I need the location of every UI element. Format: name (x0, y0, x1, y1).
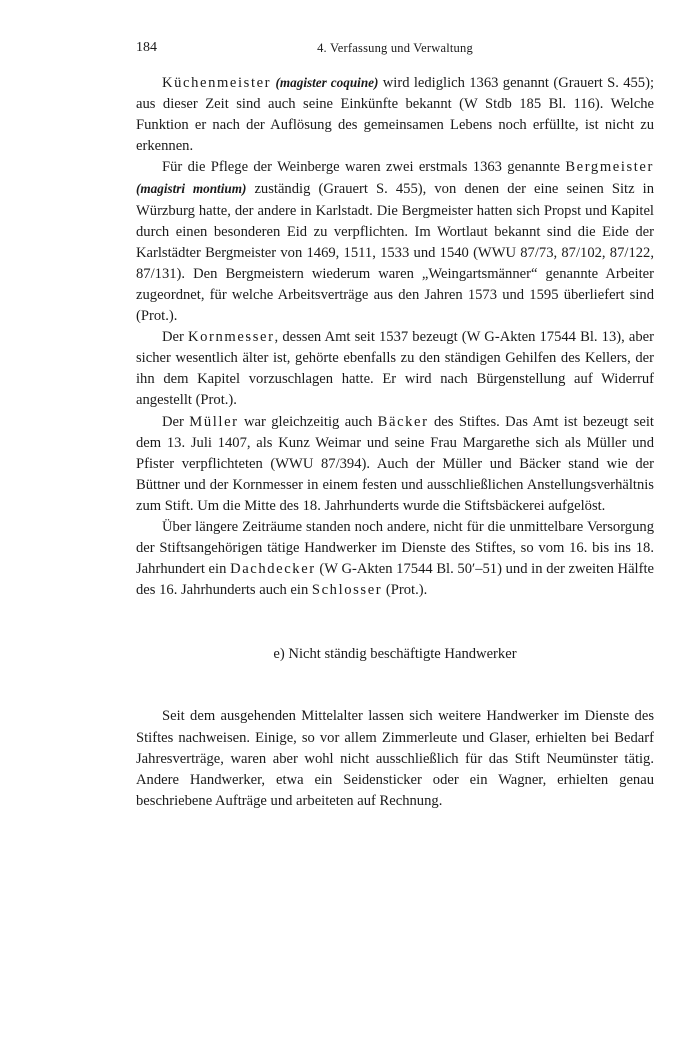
paragraph-lead: Für die Pflege der Weinberge waren zwei erstmals 1363 genannte (162, 159, 560, 176)
paragraph-handwerker (136, 517, 654, 601)
term-dachdecker: Dachdecker (230, 561, 316, 578)
paragraph-bergmeister (136, 157, 654, 327)
paragraph-lead: Der (162, 413, 184, 430)
paragraph-tail: (Prot.). (382, 582, 428, 599)
term-baecker: Bäcker (377, 413, 429, 430)
paragraph-text: des Stiftes. Das Amt ist bezeugt seit dem 13. Juli 1407, als Kunz Weimar und seine Frau Margarethe sich als Müller und Pfister verpflichteten (WWU 87/394). Auch der Müller und Bäcker stand wie der Büttner und der Kornmesser in einem festen und ausschließlichen Anstellungsverhältnis zum Stift. Um die Mitte des 18. Jahrhunderts wurde die Stiftsbäckerei aufgelöst. (136, 413, 654, 514)
term-kuechenmeister: Küchenmeister (162, 75, 272, 91)
term-bergmeister: Bergmeister (565, 159, 654, 176)
paragraph-final: Seit dem ausgehenden Mittelalter lassen sich weitere Handwerker im Dienste des Stiftes nachweisen. Einige, so vor allem Zimmerleute und Glaser, erhielten bei Bedarf Jahresverträge, waren aber wohl nicht ausschließlich für das Stift Neumünster tätig. Andere Handwerker, etwa ein Seidensticker oder ein Wagner, erhielten genau beschriebene Aufträge und arbeiteten auf Rechnung. (136, 708, 654, 809)
paragraph-text: Über längere Zeiträume standen noch andere, nicht für die unmittelbare Versorgung der Stiftsangehörigen tätige Handwerker im Dienste des Stiftes, so vom 16. bis ins 18. Jahrhundert ein (136, 518, 654, 578)
paragraph-mid: war gleichzeitig auch (238, 413, 378, 430)
paragraph-kuechenmeister (136, 72, 654, 157)
paragraph-text: zuständig (Grauert S. 455), von denen der eine seinen Sitz in Würzburg hatte, der andere in Karlstadt. Die Bergmeister hatten sich Propst und Kapitel durch einen besonderen Eid zu verpflichten. Im Wortlaut bekannt sind die Eide der Karlstädter Bergmeister von 1469, 1511, 1533 und 1540 (WWU 87/73, 87/102, 87/122, 87/131). Den Bergmeistern wiederum waren „Weingartsmänner“ genannte Arbeiter zugeordnet, für welche Arbeitsverträge aus den Jahren 1573 und 1595 überliefert sind (Prot.). (136, 181, 654, 325)
paragraph-mueller (136, 412, 654, 517)
latin-term: (magistri montium) (136, 181, 247, 197)
page-header (136, 40, 654, 60)
paragraph-lead: Der (162, 329, 184, 346)
term-mueller: Müller (189, 413, 239, 430)
paragraph-text: , dessen Amt seit 1537 bezeugt (W G-Akten 17544 Bl. 13), aber sicher wesentlich älter ist, gehörte ebenfalls zu den ständigen Gehilfen des Kellers, der ihn dem Kapitel vorzuschlagen hatte. Er wird nach Bürgenstellung auf Widerruf angestellt (Prot.). (136, 329, 654, 409)
running-head: 4. Verfassung und Verwaltung (317, 41, 473, 55)
page-number: 184 (136, 40, 157, 55)
latin-term: (magister coquine) (275, 75, 379, 90)
section-heading: e) Nicht ständig beschäftigte Handwerker (273, 646, 517, 663)
paragraph-mid: (W G-Akten 17544 Bl. 50′–51) und in der zweiten Hälfte des 16. Jahrhunderts auch ein (136, 561, 654, 599)
paragraph-text: wird lediglich 1363 genannt (Grauert S. 455); aus dieser Zeit sind auch seine Einkünfte bekannt (W Stdb 185 Bl. 116). Welche Funktion er nach der Auflösung des gemeinsamen Lebens noch erfüllte, ist nicht zu erkennen. (136, 75, 655, 155)
body-text (136, 72, 654, 812)
term-schlosser: Schlosser (311, 582, 383, 599)
paragraph-kornmesser (136, 327, 654, 411)
term-kornmesser: Kornmesser (188, 329, 275, 346)
